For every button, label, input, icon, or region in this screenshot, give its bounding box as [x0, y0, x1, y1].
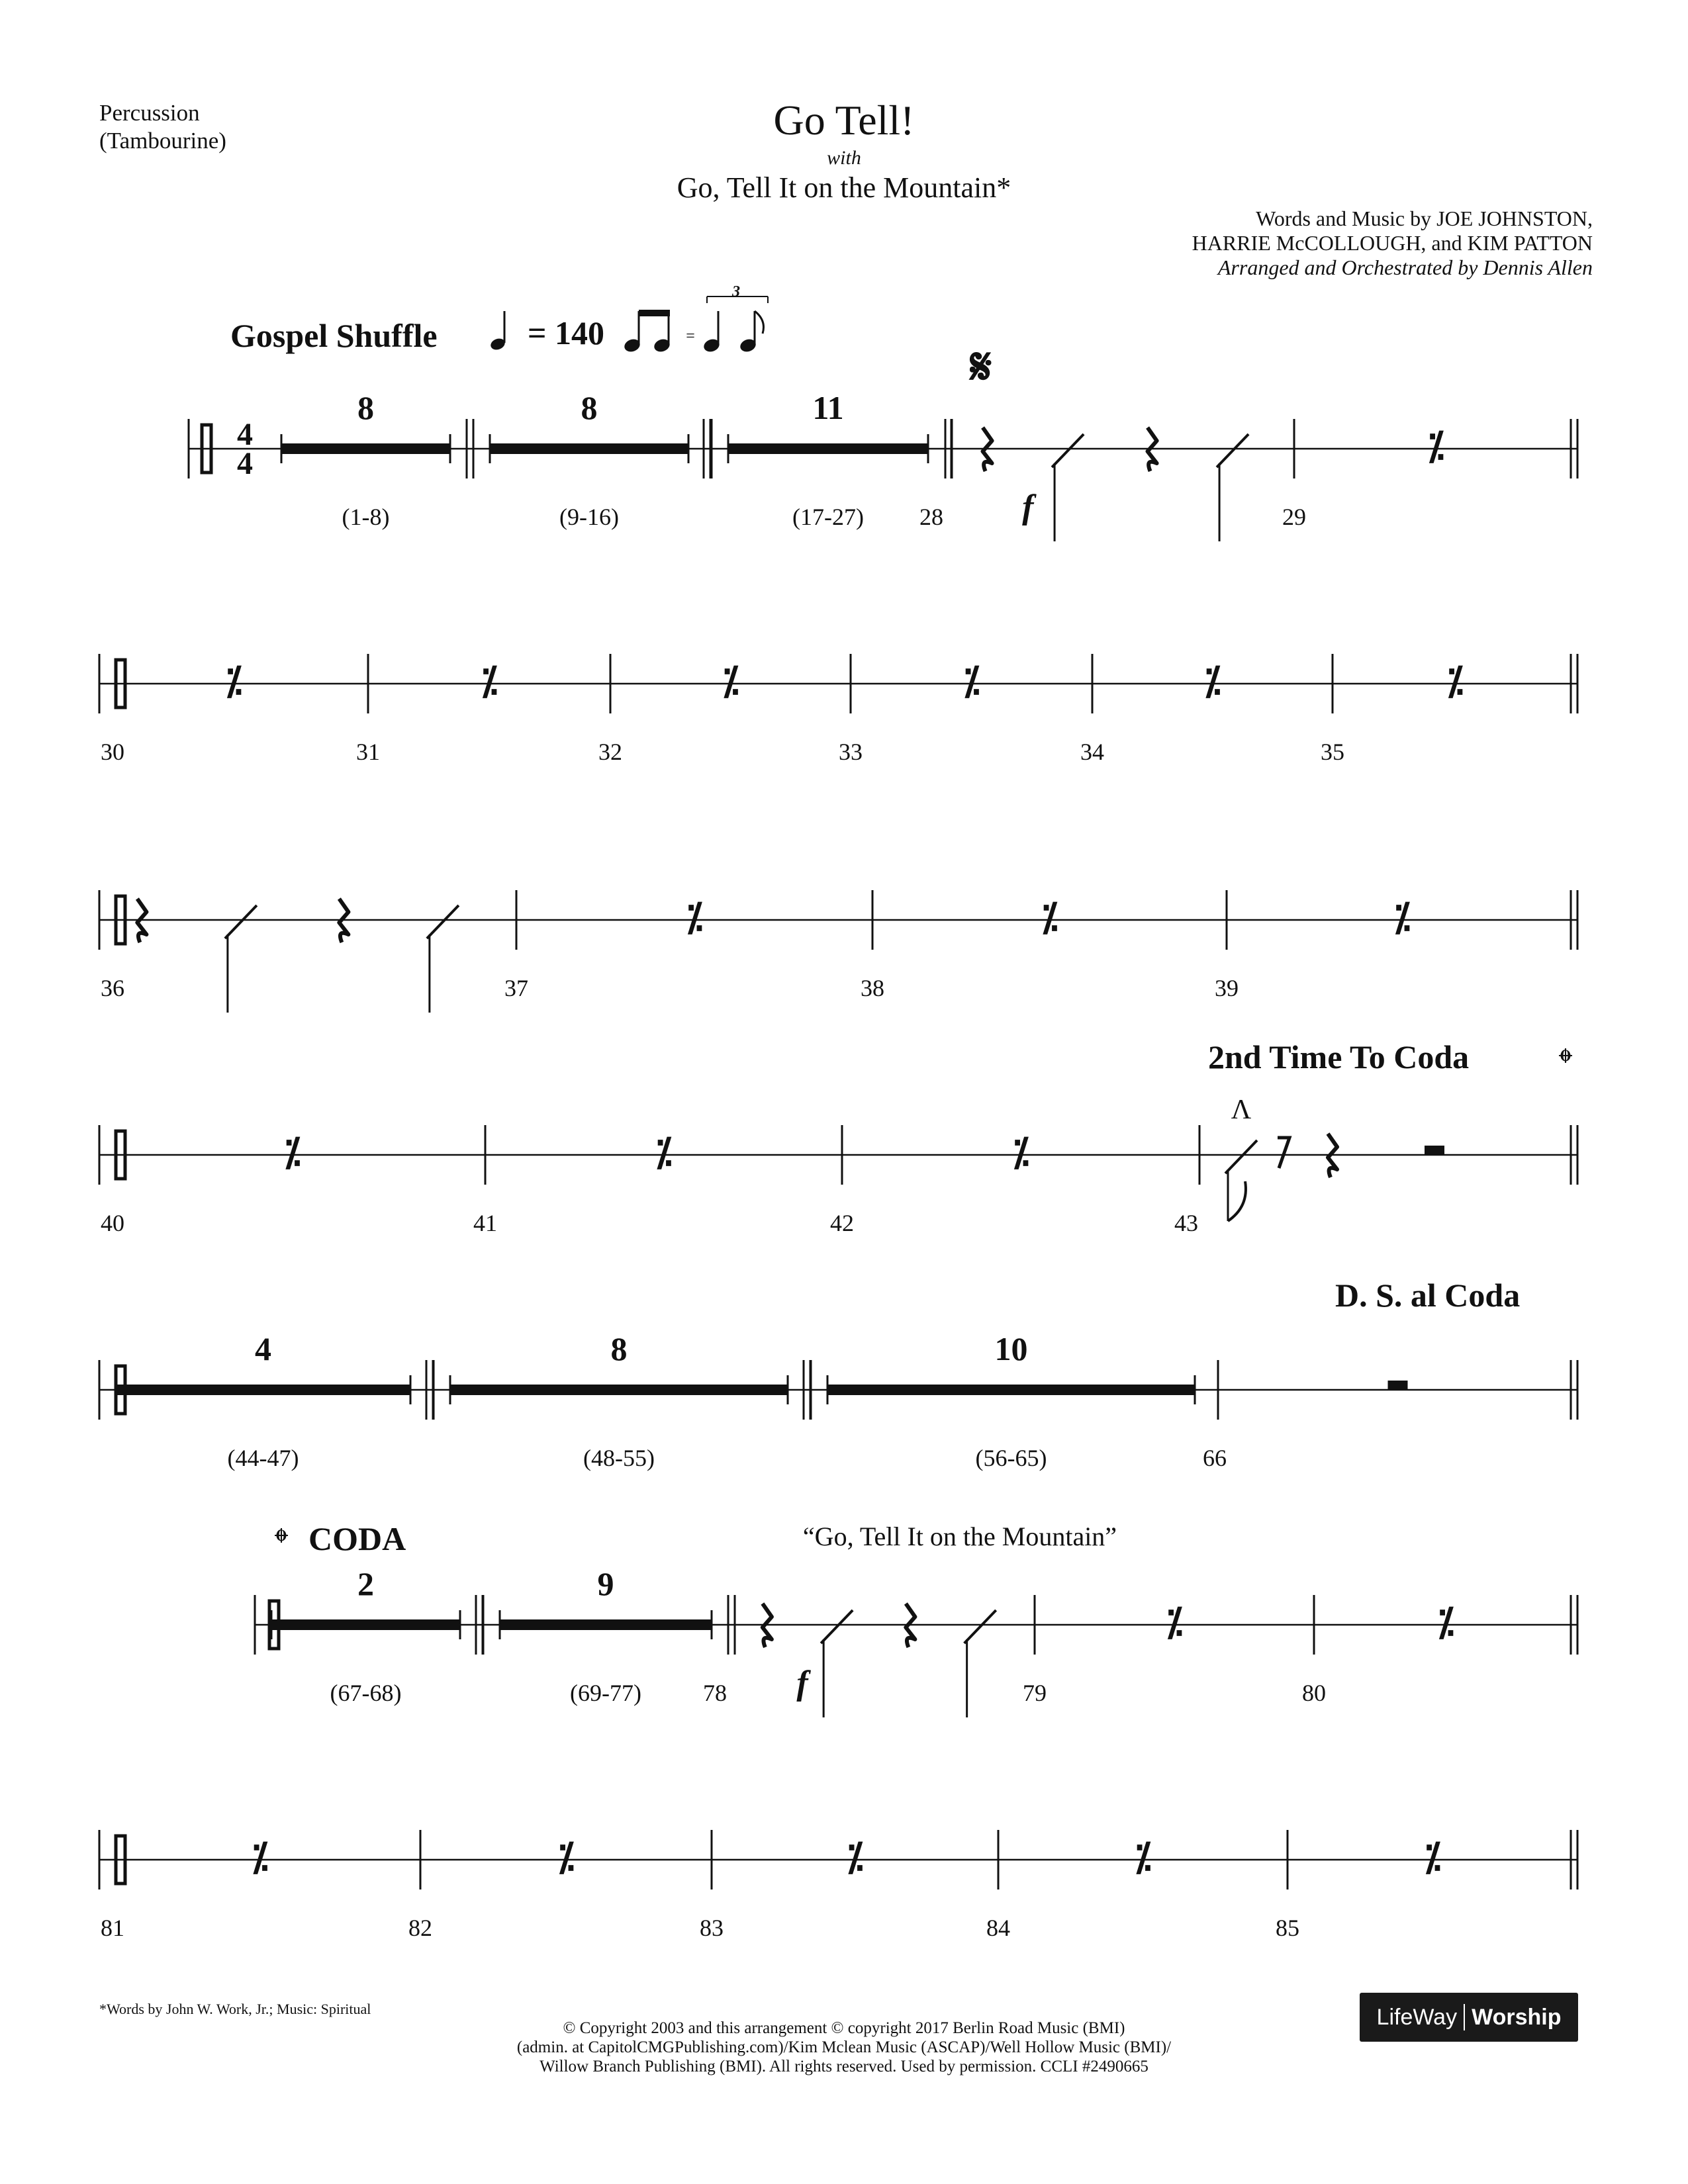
measure-number: 83 [700, 1915, 724, 1941]
measure-range: (1-8) [342, 504, 390, 530]
multi-measure-rest [271, 1619, 460, 1630]
measure-number: 43 [1174, 1210, 1198, 1236]
measure-repeat-sign: ⁒ [1134, 1836, 1152, 1879]
measure-repeat-sign: ⁒ [1436, 1601, 1455, 1644]
coda-symbol: 𝄌 [274, 1521, 289, 1564]
measure-number: 78 [703, 1680, 727, 1706]
measure-range: (48-55) [583, 1445, 655, 1471]
instrument-name: Percussion [99, 100, 200, 126]
measure-number: 40 [101, 1210, 124, 1236]
rest-count: 8 [357, 389, 374, 426]
measure-number: 84 [986, 1915, 1010, 1941]
measure-number: 29 [1282, 504, 1306, 530]
measure-number: 30 [101, 739, 124, 765]
half-rest [1388, 1381, 1408, 1390]
publisher-logo [1360, 1993, 1578, 2042]
time-signature-top: 4 [237, 417, 253, 452]
logo-divider [1464, 2004, 1465, 2030]
swing-note-flag [755, 311, 764, 334]
measure-repeat-sign: ⁒ [685, 896, 704, 939]
note-flag [1228, 1181, 1246, 1221]
multi-measure-rest [450, 1385, 788, 1395]
rest-count: 11 [812, 389, 844, 426]
measure-number: 36 [101, 975, 124, 1001]
measure-number: 82 [408, 1915, 432, 1941]
with-text: with [827, 147, 861, 169]
rest-count: 10 [994, 1330, 1028, 1367]
multi-measure-rest [827, 1385, 1195, 1395]
rest-count: 4 [255, 1330, 271, 1367]
measure-repeat-sign: ⁒ [1393, 896, 1411, 939]
dynamic-forte: f [796, 1664, 808, 1702]
multi-measure-rest [281, 443, 450, 454]
swing-beam [639, 310, 670, 316]
measure-number: 37 [504, 975, 528, 1001]
note-slash [1225, 1140, 1257, 1173]
measure-repeat-sign: ⁒ [1427, 425, 1445, 468]
measure-number: 28 [919, 504, 943, 530]
time-signature-bottom: 4 [237, 446, 253, 481]
multi-measure-rest [500, 1619, 712, 1630]
coda-label: CODA [308, 1520, 406, 1557]
note-slash [1217, 434, 1248, 467]
measure-repeat-sign: ⁒ [557, 1836, 575, 1879]
measure-repeat-sign: ⁒ [846, 1836, 864, 1879]
coda-symbol: 𝄌 [1558, 1041, 1573, 1084]
ds-al-coda-direction: D. S. al Coda [1335, 1277, 1521, 1314]
accent-mark: Λ [1231, 1095, 1252, 1125]
measure-repeat-sign: ⁒ [1165, 1601, 1184, 1644]
segno-sign: 𝄋 [970, 340, 992, 395]
measure-number: 81 [101, 1915, 124, 1941]
rest-count: 2 [357, 1565, 374, 1602]
copyright-line: © Copyright 2003 and this arrangement © copyright 2017 Berlin Road Music (BMI) [563, 2019, 1125, 2037]
measure-repeat-sign: ⁒ [1423, 1836, 1442, 1879]
measure-range: (44-47) [227, 1445, 299, 1471]
measure-repeat-sign: ⁒ [283, 1131, 301, 1174]
measure-repeat-sign: ⁒ [722, 660, 739, 703]
note-slash [821, 1610, 853, 1643]
measure-repeat-sign: ⁒ [1011, 1131, 1030, 1174]
note-slash [964, 1610, 996, 1643]
swing-equals: = [686, 328, 695, 345]
tempo-text: Gospel Shuffle [230, 317, 438, 354]
logo-text-left: LifeWay [1376, 2004, 1458, 2030]
measure-number: 34 [1080, 739, 1104, 765]
copyright-line: (admin. at CapitolCMGPublishing.com)/Kim Mclean Music (ASCAP)/Well Hollow Music (BMI)/ [516, 2038, 1172, 2056]
measure-number: 79 [1023, 1680, 1047, 1706]
to-coda-direction: 2nd Time To Coda [1208, 1038, 1470, 1075]
measure-repeat-sign: ⁒ [962, 660, 980, 703]
rest-count: 8 [581, 389, 598, 426]
measure-range: (67-68) [330, 1680, 402, 1706]
credit-line: Words and Music by JOE JOHNSTON, [1256, 206, 1593, 230]
measure-repeat-sign: ⁒ [655, 1131, 673, 1174]
note-slash [225, 905, 257, 938]
measure-number: 39 [1215, 975, 1239, 1001]
note-slash [427, 905, 459, 938]
measure-repeat-sign: ⁒ [1041, 896, 1058, 939]
instrument-detail: (Tambourine) [99, 128, 226, 154]
rest-count: 9 [597, 1565, 614, 1602]
coda-song-title: “Go, Tell It on the Mountain” [802, 1522, 1117, 1551]
measure-number: 35 [1321, 739, 1344, 765]
copyright-line: Willow Branch Publishing (BMI). All rights reserved. Used by permission. CCLI #2490665 [539, 2058, 1149, 2075]
rest-count: 8 [610, 1330, 628, 1367]
song-title: Go Tell! [773, 97, 915, 144]
measure-range: (9-16) [559, 504, 619, 530]
measure-number: 32 [598, 739, 622, 765]
measure-repeat-sign: ⁒ [1203, 660, 1221, 703]
measure-number: 41 [473, 1210, 497, 1236]
measure-repeat-sign: ⁒ [1446, 660, 1464, 703]
copyright-notice [397, 2019, 1291, 2076]
multi-measure-rest [728, 443, 928, 454]
half-rest [1425, 1146, 1444, 1155]
multi-measure-rest [116, 1385, 410, 1395]
measure-repeat-sign: ⁒ [224, 660, 243, 703]
tempo-value: = 140 [528, 314, 604, 351]
measure-range: (17-27) [792, 504, 864, 530]
arranger-credit: Arranged and Orchestrated by Dennis Allen [1217, 255, 1593, 279]
footnote: *Words by John W. Work, Jr.; Music: Spiritual [99, 2001, 371, 2017]
measure-number: 66 [1203, 1445, 1227, 1471]
measure-range: (56-65) [975, 1445, 1047, 1471]
measure-repeat-sign: ⁒ [251, 1836, 269, 1879]
multi-measure-rest [490, 443, 688, 454]
measure-number: 33 [839, 739, 863, 765]
measure-number: 38 [861, 975, 884, 1001]
credit-line: HARRIE McCOLLOUGH, and KIM PATTON [1192, 231, 1593, 255]
measure-repeat-sign: ⁒ [480, 660, 498, 703]
measure-number: 80 [1302, 1680, 1326, 1706]
measure-range: (69-77) [570, 1680, 641, 1706]
logo-text-right: Worship [1472, 2004, 1562, 2030]
note-slash [1052, 434, 1084, 467]
measure-number: 85 [1276, 1915, 1299, 1941]
eighth-rest [1278, 1138, 1289, 1168]
song-subtitle: Go, Tell It on the Mountain* [677, 171, 1011, 204]
triplet-number: 3 [732, 283, 740, 300]
dynamic-forte: f [1022, 488, 1034, 526]
measure-number: 42 [830, 1210, 854, 1236]
measure-number: 31 [356, 739, 380, 765]
